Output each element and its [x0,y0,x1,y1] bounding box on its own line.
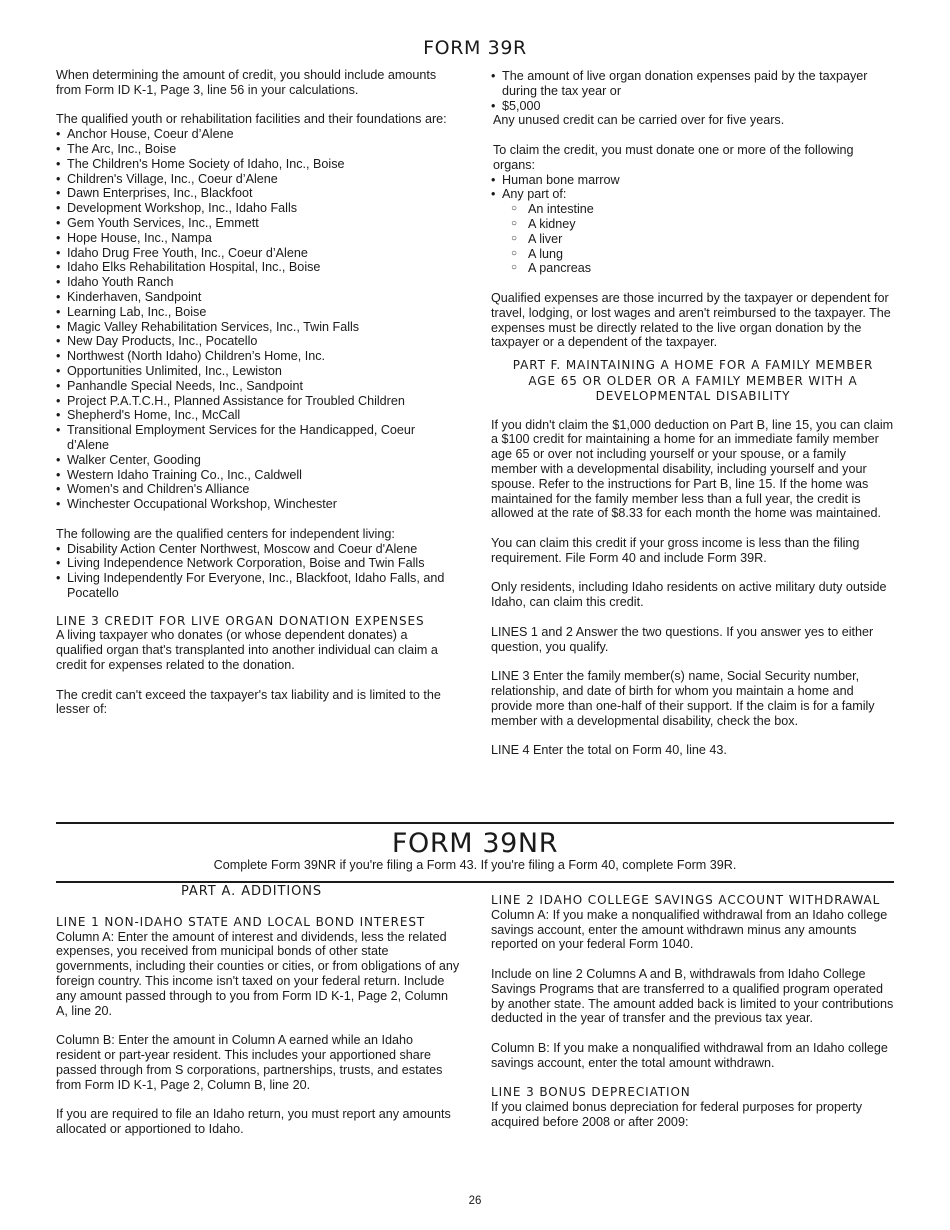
part-f-paragraph-1: If you didn't claim the $1,000 deduction on Part B, line 15, you can claim a $100 credit for maintaining a home for an immediate family member age 65 or over not including yourself or your spouse, or a family member with a developmental disability, including yourself and your spouse. Refer to the instructions for Part B, line 15. If the home was maintained for the family member less than a full year, the credit is allowed at the rate of $8.33 for each month the home was maintained. [491,417,894,521]
facility-list-item: • Walker Center, Gooding [56,453,456,468]
facility-list-item: • Idaho Elks Rehabilitation Hospital, Inc., Boise [56,260,456,275]
line1-column-a-text: Column A: Enter the amount of interest and dividends, less the related expenses, you received from municipal bonds of other state governments, including their counties or cities, or from obligations of any foreign country. This income isn't taxed on your federal return. Include any amount passed through to you from Form ID K-1, Page 2, Column A, line 20. [56,929,460,1018]
facility-list-item: • Idaho Drug Free Youth, Inc., Coeur d’Alene [56,246,456,261]
organ-parts-list [491,202,895,276]
form39r-title: FORM 39R [423,37,527,59]
facility-list-item: • Gem Youth Services, Inc., Emmett [56,216,456,231]
form39nr-left-column [56,885,460,1137]
line3-bonus-depreciation-heading: LINE 3 BONUS DEPRECIATION [491,1085,691,1100]
qualified-expenses-text: Qualified expenses are those incurred by the taxpayer or dependent for travel, lodging, or lost wages and aren't reimbursed to the taxpayer. The expenses must be directly related to the live organ donation by the taxpayer or a dependent of the taxpayer. [491,290,891,350]
facility-list-item: • Shepherd's Home, Inc., McCall [56,408,456,423]
k1-intro-paragraph: When determining the amount of credit, you should include amounts from Form ID K-1, Page 3, line 56 in your calculations. [56,68,437,97]
form39r-left-column [56,68,456,717]
line2-college-savings-heading: LINE 2 IDAHO COLLEGE SAVINGS ACCOUNT WITHDRAWAL [491,893,881,907]
facility-list-item: • Dawn Enterprises, Inc., Blackfoot [56,186,456,201]
line1-column-b-text: Column B: Enter the amount in Column A earned while an Idaho resident or part-year resident. This includes your apportioned share passed through from S corporations, partnerships, trusts, and estates from Form ID K-1, Page 2, Column B, line 20. [56,1033,443,1092]
line3-organ-donation-text: A living taxpayer who donates (or whose dependent donates) a qualified organ that's transplanted into another individual can claim a credit for expenses related to the donation. [56,628,438,673]
facilities-intro: The qualified youth or rehabilitation facilities and their foundations are: [56,112,447,127]
line1-bond-interest-heading: LINE 1 NON-IDAHO STATE AND LOCAL BOND INTEREST [56,914,426,929]
centers-list [56,542,456,601]
part-f-paragraph-2: You can claim this credit if your gross income is less than the filing requirement. File Form 40 and include Form 39R. [491,536,860,565]
facility-list-item: • Project P.A.T.C.H., Planned Assistance for Troubled Children [56,394,456,409]
organ-part-item: ○ An intestine [491,202,895,217]
organ-part-item: ○ A lung [491,247,895,262]
line-4-text: LINE 4 Enter the total on Form 40, line 43. [491,743,727,758]
organ-part-item: ○ A liver [491,232,895,247]
lesser-of-list [491,69,895,113]
center-list-item: • Living Independence Network Corporation, Boise and Twin Falls [56,556,456,571]
center-list-item: • Disability Action Center Northwest, Moscow and Coeur d'Alene [56,542,456,557]
line-3-text: LINE 3 Enter the family member(s) name, Social Security number, relationship, and date of birth for whom you maintain a home and provide more than one-half of their support. If the claim is for a family member with a developmental disability, check the box. [491,669,875,728]
organ-list-item: • Any part of: [491,187,895,202]
line3-organ-donation-heading: LINE 3 CREDIT FOR LIVE ORGAN DONATION EXPENSES [56,613,425,628]
organ-list-item: • Human bone marrow [491,173,895,188]
claim-intro-text: To claim the credit, you must donate one or more of the following organs: [493,142,854,172]
line3-bonus-depreciation-text: If you claimed bonus depreciation for federal purposes for property acquired before 2008 or after 2009: [491,1100,863,1129]
facility-list-item: • Learning Lab, Inc., Boise [56,305,456,320]
lesser-of-item: • The amount of live organ donation expenses paid by the taxpayer during the tax year or [491,69,895,99]
facility-list-item: • Western Idaho Training Co., Inc., Caldwell [56,468,456,483]
facility-list-item: • Transitional Employment Services for the Handicapped, Coeur d’Alene [56,423,456,453]
organ-part-item: ○ A kidney [491,217,895,232]
form39nr-title: FORM 39NR [391,828,559,859]
form39nr-divider [56,881,894,883]
lines-1-2-text: LINES 1 and 2 Answer the two questions. If you answer yes to either question, you qualify. [491,624,874,654]
organ-part-item: ○ A pancreas [491,261,895,276]
facility-list-item: • Winchester Occupational Workshop, Winchester [56,497,456,512]
center-list-item: • Living Independently For Everyone, Inc., Blackfoot, Idaho Falls, and Pocatello [56,571,456,601]
line2-include-text: Include on line 2 Columns A and B, withdrawals from Idaho College Savings Programs that are transferred to a qualified program operated by another state. The amount added back is limited to your contributions deducted in the year of transfer and the previous tax year. [491,966,894,1026]
facility-list-item: • The Arc, Inc., Boise [56,142,456,157]
form39r-right-column [491,69,895,758]
facilities-list [56,127,456,512]
line1-required-text: If you are required to file an Idaho return, you must report any amounts allocated or apportioned to Idaho. [56,1107,451,1136]
page-number: 26 [468,1195,482,1207]
facility-list-item: • Development Workshop, Inc., Idaho Falls [56,201,456,216]
credit-limit-text: The credit can't exceed the taxpayer's tax liability and is limited to the lesser of: [56,687,441,717]
facility-list-item: • Hope House, Inc., Nampa [56,231,456,246]
facility-list-item: • Anchor House, Coeur d’Alene [56,127,456,142]
facility-list-item: • Panhandle Special Needs, Inc., Sandpoint [56,379,456,394]
facility-list-item: • Idaho Youth Ranch [56,275,456,290]
form39nr-subtitle: Complete Form 39NR if you're filing a Form 43. If you're filing a Form 40, complete Form 39R. [213,858,737,872]
part-a-heading: PART A. ADDITIONS [181,884,323,899]
facility-list-item: • Opportunities Unlimited, Inc., Lewiston [56,364,456,379]
part-f-paragraph-3: Only residents, including Idaho residents on active military duty outside Idaho, can claim this credit. [491,580,887,610]
part-f-heading: PART F. MAINTAINING A HOME FOR A FAMILY MEMBER AGE 65 OR OLDER OR A FAMILY MEMBER WITH A DEVELOPMENTAL DISABILITY [512,358,874,404]
organs-list [491,173,895,203]
facility-list-item: • Children's Village, Inc., Coeur d’Alene [56,172,456,187]
carryover-text: Any unused credit can be carried over for five years. [493,113,785,128]
lesser-of-item: • $5,000 [491,99,895,114]
section-divider [56,822,894,824]
facility-list-item: • The Children's Home Society of Idaho, Inc., Boise [56,157,456,172]
facility-list-item: • Kinderhaven, Sandpoint [56,290,456,305]
line2-column-a-text: Column A: If you make a nonqualified withdrawal from an Idaho college savings account, enter the amount withdrawn minus any amounts reported on your federal Form 1040. [491,907,888,952]
form39nr-right-column [491,893,895,1130]
facility-list-item: • Northwest (North Idaho) Children’s Home, Inc. [56,349,456,364]
line2-column-b-text: Column B: If you make a nonqualified withdrawal from an Idaho college savings account, enter the total amount withdrawn. [491,1040,888,1070]
facility-list-item: • Magic Valley Rehabilitation Services, Inc., Twin Falls [56,320,456,335]
centers-intro: The following are the qualified centers for independent living: [56,526,395,541]
facility-list-item: • New Day Products, Inc., Pocatello [56,334,456,349]
facility-list-item: • Women's and Children's Alliance [56,482,456,497]
